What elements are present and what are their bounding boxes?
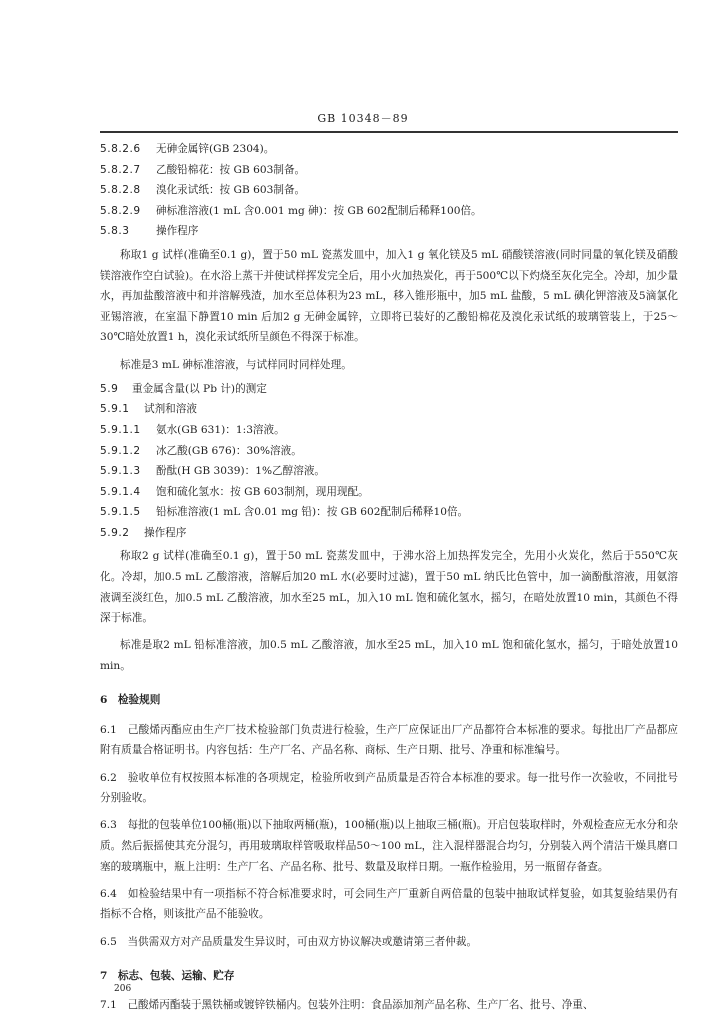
clause-5-8-3 [100, 224, 678, 238]
section-6-title: 6 检验规则 [100, 694, 161, 707]
clause-text: 己酸烯丙酯装于黑铁桶或镀锌铁桶内。包装外注明：食品添加剂产品名称、生产厂名、批号、净重、 [127, 999, 594, 1012]
clause-number: 5.9 [100, 382, 119, 395]
clause-5-9-1-5 [100, 505, 678, 519]
clause-text: 溴化汞试纸：按 GB 603制备。 [156, 184, 306, 197]
clause-text: 冰乙酸(GB 676)：30%溶液。 [156, 444, 302, 457]
procedure-arsenic-paragraph: 称取1 g 试样(准确至0.1 g)，置于50 mL 瓷蒸发皿中，加入1 g 氧化镁及5 mL 硝酸镁溶液(同时同量的氧化镁及硝酸镁溶液作空白试验)。在水浴上蒸干并使试样挥发完全后，用小火加热炭化，再于500℃以下灼烧至灰化完全。冷却，加少量水，再加盐酸溶液中和并溶解残渣，加水至总体积为23 mL，移入锥形瓶中，加5 mL 盐酸，5 mL 碘化钾溶液及5滴氯化亚锡溶液，在室温下静置10 min 后加2 g 无砷金属锌，立即将已装好的乙酸铅棉花及溴化汞试纸的玻璃管装上，于25～30℃暗处放置1 h，溴化汞试纸所呈颜色不得深于标准。 [100, 248, 678, 344]
clause-heading: 重金属含量(以 Pb 计)的测定 [132, 382, 267, 395]
header-rule [100, 131, 678, 133]
clause-number: 5.9.2 [100, 526, 130, 539]
clause-text: 氨水(GB 631)：1:3溶液。 [156, 423, 285, 436]
clause-5-8-2-9 [100, 204, 678, 218]
clause-6-3 [100, 815, 678, 877]
clause-6-1 [100, 720, 678, 761]
clause-5-9-1-3 [100, 464, 678, 478]
procedure-lead-paragraph: 称取2 g 试样(准确至0.1 g)，置于50 mL 瓷蒸发皿中，于沸水浴上加热挥发完全，先用小火炭化，然后于550℃灰化。冷却，加0.5 mL 乙酸溶液，溶解后加20 mL 水(必要时过滤)，置于50 mL 纳氏比色管中，加一滴酚酞溶液，用氨溶液调至淡红色，加0.5 mL 乙酸溶液，加水至25 mL，加入10 mL 饱和硫化氢水，摇匀，在暗处放置10 min，其颜色不得深于标准。 [100, 550, 678, 625]
clause-number: 6.2 [100, 771, 117, 784]
clause-6-5 [100, 932, 678, 953]
clause-heading: 试剂和溶液 [144, 403, 197, 416]
clause-text: 酚酞(H GB 3039)：1%乙醇溶液。 [156, 465, 326, 478]
clause-5-8-2-7 [100, 163, 678, 177]
clause-number: 5.9.1.4 [100, 485, 141, 498]
clause-text: 验收单位有权按照本标准的各项规定，检验所收到产品质量是否符合本标准的要求。每一批号作一次验收，不同批号分别验收。 [100, 771, 679, 805]
clause-number: 5.8.3 [100, 225, 130, 238]
clause-5-9-1-4 [100, 485, 678, 499]
clause-5-9-1-2 [100, 444, 678, 458]
clause-number: 5.8.2.7 [100, 163, 141, 176]
clause-heading: 操作程序 [144, 526, 187, 539]
clause-text: 每批的包装单位100桶(瓶)以下抽取两桶(瓶)，100桶(瓶)以上抽取三桶(瓶)。开启包装取样时，外观检查应无水分和杂质。然后振摇使其充分混匀，再用玻璃取样管吸取样品50～100 mL，注入混样器混合均匀，分别装入两个清洁干燥具磨口塞的玻璃瓶中，瓶上注明：生产厂名、产品名称、批号、数量及取样日期。一瓶作检验用，另一瓶留存备查。 [100, 819, 678, 873]
clause-number: 5.9.1.2 [100, 444, 141, 457]
clause-5-8-2-6 [100, 142, 678, 156]
clause-number: 5.9.1 [100, 403, 130, 416]
clause-number: 6.4 [100, 887, 117, 900]
clause-number: 5.9.1.3 [100, 465, 141, 478]
clause-number: 5.8.2.8 [100, 184, 141, 197]
clause-text: 己酸烯丙酯应由生产厂技术检验部门负责进行检验，生产厂应保证出厂产品都符合本标准的要求。每批出厂产品都应附有质量合格证明书。内容包括：生产厂名、产品名称、商标、生产日期、批号、净重和标准编号。 [100, 723, 679, 757]
clause-7-1 [100, 995, 678, 1016]
clause-number: 6.3 [100, 819, 117, 832]
document-body [100, 142, 678, 1023]
lead-standard-paragraph: 标准是取2 mL 铅标准溶液，加0.5 mL 乙酸溶液，加水至25 mL，加入10 mL 饱和硫化氢水，摇匀，于暗处放置10 min。 [100, 639, 678, 673]
clause-5-9-1 [100, 402, 678, 416]
clause-text: 当供需双方对产品质量发生异议时，可由双方协议解决或邀请第三者仲裁。 [127, 935, 478, 948]
clause-number: 7.1 [100, 999, 117, 1012]
clause-5-9-2 [100, 526, 678, 540]
arsenic-standard-paragraph: 标准是3 mL 砷标准溶液，与试样同时同样处理。 [120, 358, 352, 371]
clause-text: 砷标准溶液(1 mL 含0.001 mg 砷)：按 GB 602配制后稀释100倍。 [156, 204, 482, 217]
clause-text: 乙酸铅棉花：按 GB 603制备。 [156, 163, 306, 176]
clause-number: 6.1 [100, 723, 117, 736]
clause-6-4 [100, 884, 678, 925]
clause-text: 如检验结果中有一项指标不符合标准要求时，可会同生产厂重新自两倍量的包装中抽取试样复验，如其复验结果仍有指标不合格，则该批产品不能验收。 [100, 887, 679, 921]
document-header: GB 10348－89 [317, 112, 409, 125]
clause-text: 无砷金属锌(GB 2304)。 [156, 143, 275, 155]
clause-number: 5.9.1.1 [100, 423, 141, 436]
clause-number: 6.5 [100, 935, 117, 948]
clause-6-2 [100, 768, 678, 809]
clause-text: 饱和硫化氢水：按 GB 603制剂，现用现配。 [156, 485, 369, 498]
section-7-title: 7 标志、包装、运输、贮存 [100, 969, 235, 982]
clause-number: 5.8.2.9 [100, 204, 141, 217]
clause-heading: 操作程序 [156, 225, 199, 238]
clause-5-8-2-8 [100, 183, 678, 197]
page-number: 206 [114, 984, 132, 994]
clause-5-9 [100, 382, 678, 396]
clause-number: 5.8.2.6 [100, 143, 141, 155]
clause-5-9-1-1 [100, 423, 678, 437]
clause-number: 5.9.1.5 [100, 506, 141, 519]
clause-text: 铅标准溶液(1 mL 含0.01 mg 铅)：按 GB 602配制后稀释10倍。 [156, 506, 469, 519]
